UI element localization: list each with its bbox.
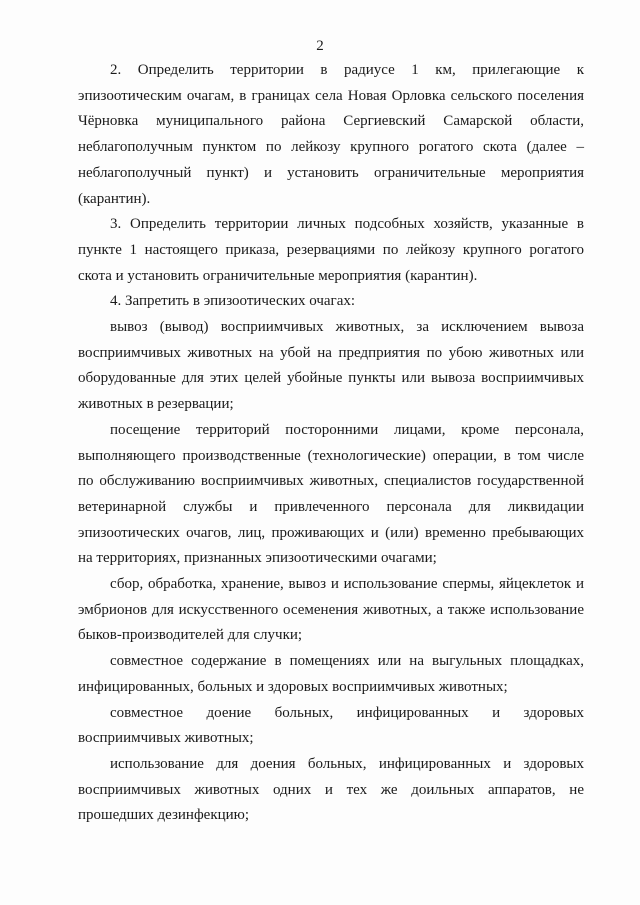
- paragraph-item-4: 4. Запретить в эпизоотических очагах:: [110, 293, 356, 310]
- prohibition-export-animals: вывоз (вывод) восприимчивых животных, за исключением вывоза восприимчивых животных на убой на предприятия по убою животных или оборудованные для этих целей убойные пункты или вывоза восприимчивых животных в резервации;: [78, 319, 584, 413]
- paragraph-item-2: 2. Определить территории в радиусе 1 км, прилегающие к эпизоотическим очагам, в границах села Новая Орловка сельского поселения Чёрновка муниципального района Сергиевский Самарской области, неблагополучным пунктом по лейкозу крупного рогатого скота (далее – неблагополучный пункт) и установить ограничительные мероприятия (карантин).: [78, 62, 584, 207]
- prohibition-shared-milking-machines: использование для доения больных, инфицированных и здоровых восприимчивых животных одних и тех же доильных аппаратов, не прошедших дезинфекцию;: [78, 755, 584, 824]
- prohibition-sperm-embryos: сбор, обработка, хранение, вывоз и использование спермы, яйцеклеток и эмбрионов для искусственного осеменения животных, а также использование быков-производителей для случки;: [78, 576, 584, 644]
- prohibition-joint-keeping: совместное содержание в помещениях или на выгульных площадках, инфицированных, больных и здоровых восприимчивых животных;: [78, 653, 584, 695]
- paragraph-item-3: 3. Определить территории личных подсобных хозяйств, указанные в пункте 1 настоящего приказа, резервациями по лейкозу крупного рогатого скота и установить ограничительные мероприятия (карантин).: [78, 216, 584, 284]
- prohibition-visiting-territories: посещение территорий посторонними лицами, кроме персонала, выполняющего производственные (технологические) операции, в том числе по обслуживанию восприимчивых животных, специалистов государственной ветеринарной службы и привлеченного персонала для ликвидации эпизоотических очагов, лиц, проживающих и (или) временно пребывающих на территориях, признанных эпизоотическими очагами;: [78, 421, 584, 567]
- page-number: 2: [316, 38, 324, 54]
- document-body: [78, 58, 584, 829]
- prohibition-joint-milking: совместное доение больных, инфицированных и здоровых восприимчивых животных;: [78, 704, 584, 747]
